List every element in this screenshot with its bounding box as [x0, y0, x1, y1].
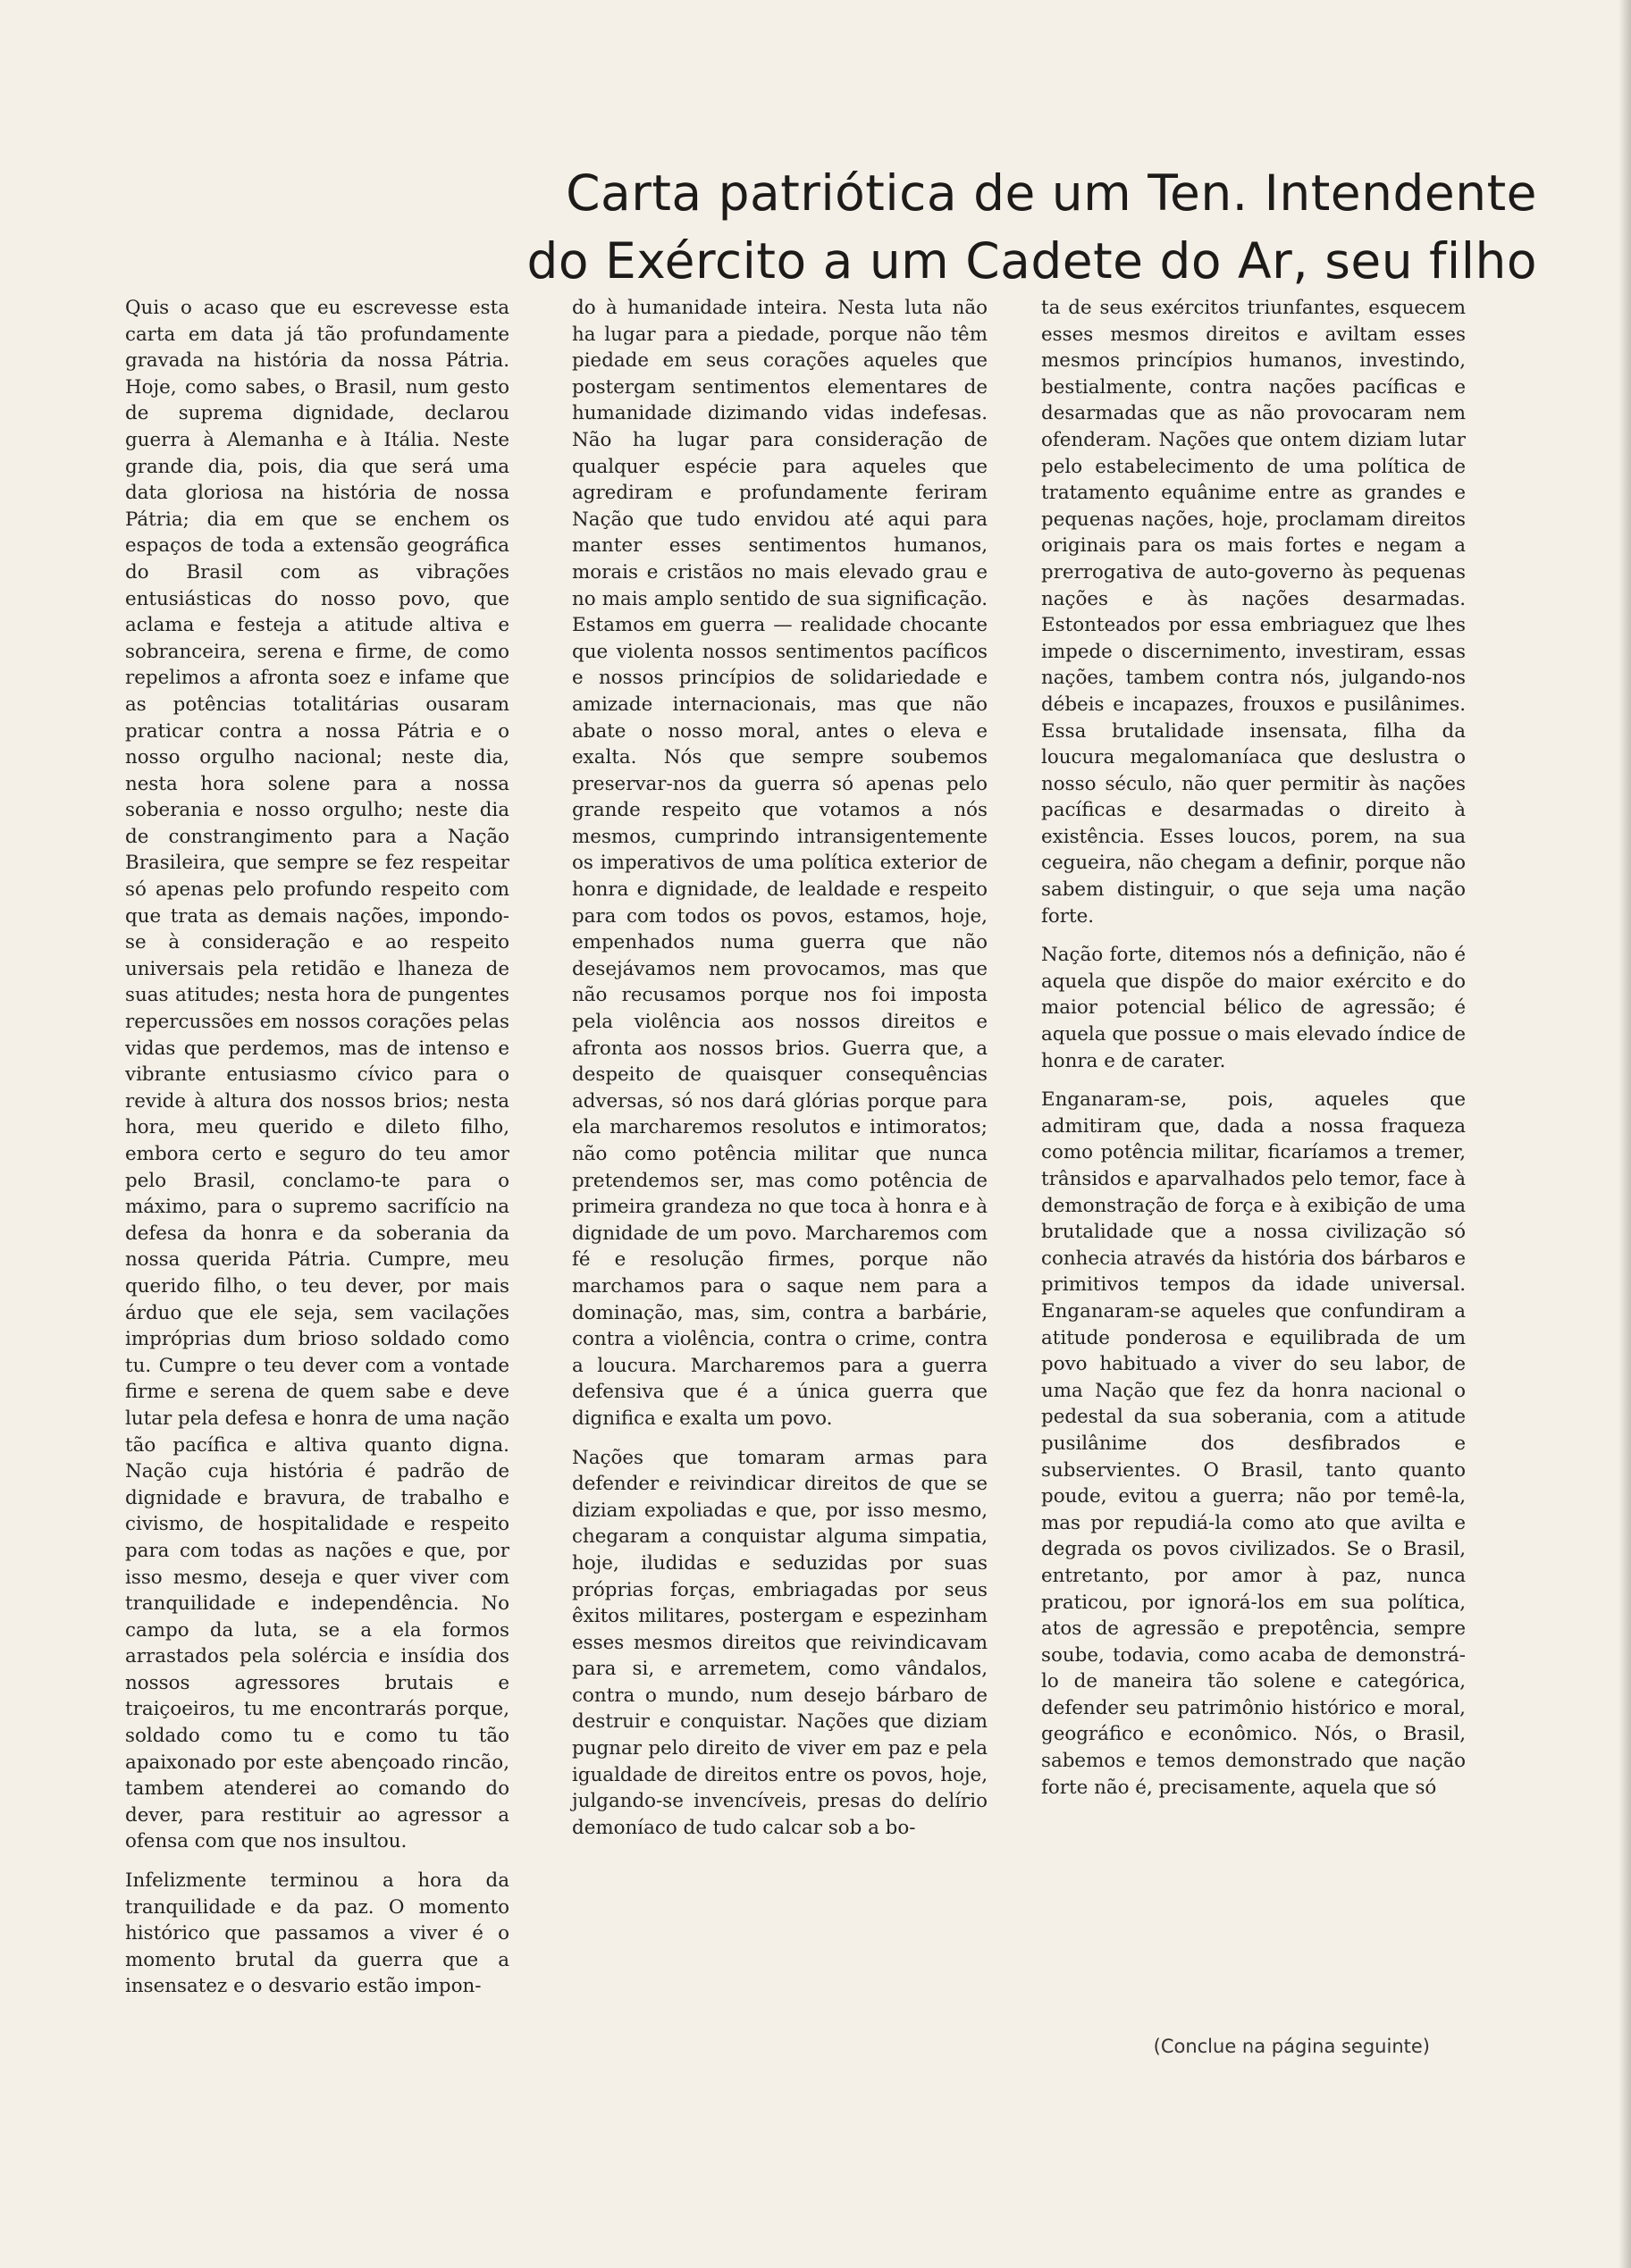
title-line-2: do Exército a um Cadete do Ar, seu filho	[526, 232, 1537, 290]
paragraph: Quis o acaso que eu escrevesse esta carta em data já tão profundamente gravada na história da nossa Pátria. Hoje, como sabes, o Brasil, num gesto de suprema dignidade, declarou guerra à Alemanha e à Itália. Neste grande dia, pois, dia que será uma data gloriosa na história de nossa Pátria; dia em que se enchem os espaços de toda a extensão geográfica do Brasil com as vibrações entusiásticas do nosso povo, que aclama e festeja a atitude altiva e sobranceira, serena e firme, de como repelimos a afronta soez e infame que as potências totalitárias ousaram praticar contra a nossa Pátria e o nosso orgulho nacional; neste dia, nesta hora solene para a nossa soberania e nosso orgulho; neste dia de constrangimento para a Nação Brasileira, que sempre se fez respeitar só apenas pelo profundo respeito com que trata as demais nações, impondo-se à consideração e ao respeito universais pela retidão e lhaneza de suas atitudes; nesta hora de pungentes repercussões em nossos corações pelas vidas que perdemos, mas de intenso e vibrante entusiasmo cívico para o revide à altura dos nossos brios; nesta hora, meu querido e dileto filho, embora certo e seguro do teu amor pelo Brasil, conclamo-te para o máximo, para o supremo sacrifício na defesa da honra e da soberania da nossa querida Pátria. Cumpre, meu querido filho, o teu dever, por mais árduo que ele seja, sem vacilações impróprias dum brioso soldado como tu. Cumpre o teu dever com a vontade firme e serena de quem sabe e deve lutar pela defesa e honra de uma nação tão pacífica e altiva quanto digna. Nação cuja história é padrão de dignidade e bravura, de trabalho e civismo, de hospitalidade e respeito para com todas as nações e que, por isso mesmo, deseja e quer viver com tranquilidade e independência. No campo da luta, se a ela formos arrastados pela solércia e insídia dos nossos agressores brutais e traiçoeiros, tu me encontrarás porque, soldado como tu e como tu tão apaixonado por este abençoado rincão, tambem atenderei ao comando do dever, para restituir ao agressor a ofensa com que nos insultou.	[125, 297, 509, 1853]
column-1	[125, 295, 509, 2000]
title-line-1: Carta patriótica de um Ten. Intendente	[566, 164, 1537, 222]
paragraph: Nação forte, ditemos nós a definição, não é aquela que dispõe do maior exército e do maior potencial bélico de agressão; é aquela que possue o mais elevado índice de honra e de carater.	[1041, 944, 1466, 1072]
paragraph: ta de seus exércitos triunfantes, esquecem esses mesmos direitos e aviltam esses mesmos princípios humanos, investindo, bestialmente, contra nações pacíficas e desarmadas que as não provocaram nem ofenderam. Nações que ontem diziam lutar pelo estabelecimento de uma política de tratamento equânime entre as grandes e pequenas nações, hoje, proclamam direitos originais para os mais fortes e negam a prerrogativa de auto-governo às pequenas nações e às nações desarmadas. Estonteados por essa embriaguez que lhes impede o discernimento, investiram, essas nações, tambem contra nós, julgando-nos débeis e incapazes, frouxos e pusilânimes. Essa brutalidade insensata, filha da loucura megalomaníaca que deslustra o nosso século, não quer permitir às nações pacíficas e desarmadas o direito à existência. Esses loucos, porem, na sua cegueira, não chegam a definir, porque não sabem distinguir, o que seja uma nação forte.	[1041, 297, 1466, 928]
page-edge	[1618, 0, 1631, 2268]
paragraph: Enganaram-se, pois, aqueles que admitiram que, dada a nossa fraqueza como potência militar, ficaríamos a tremer, trânsidos e aparvalhados pelo temor, face à demonstração de força e à exibição de uma brutalidade que a nossa civilização só conhecia através da história dos bárbaros e primitivos tempos da idade universal. Enganaram-se aqueles que confundiram a atitude ponderosa e equilibrada de um povo habituado a viver do seu labor, de uma Nação que fez da honra nacional o pedestal da sua soberania, com a atitude pusilânime dos desfibrados e subservientes. O Brasil, tanto quanto poude, evitou a guerra; não por temê-la, mas por repudiá-la como ato que avilta e degrada os povos civilizados. Se o Brasil, entretanto, por amor à paz, nunca praticou, por ignorá-los em sua política, atos de agressão e prepotência, sempre soube, todavia, como acaba de demonstrá-lo de maneira tão solene e categórica, defender seu patrimônio histórico e moral, geográfico e econômico. Nós, o Brasil, sabemos e temos demonstrado que nação forte não é, precisamente, aquela que só	[1041, 1088, 1466, 1799]
paragraph: Nações que tomaram armas para defender e reivindicar direitos de que se diziam expoliadas e que, por isso mesmo, chegaram a conquistar alguma simpatia, hoje, iludidas e seduzidas por suas próprias forças, embriagadas por seus êxitos militares, postergam e espezinham esses mesmos direitos que reivindicavam para si, e arremetem, como vândalos, contra o mundo, num desejo bárbaro de destruir e conquistar. Nações que diziam pugnar pelo direito de viver em paz e pela igualdade de direitos entre os povos, hoje, julgando-se invencíveis, presas do delírio demoníaco de tudo calcar sob a bo-	[572, 1446, 988, 1839]
continuation-note: (Conclue na página seguinte)	[1153, 2036, 1430, 2057]
paragraph: do à humanidade inteira. Nesta luta não ha lugar para a piedade, porque não têm piedade em seus corações aqueles que postergam sentimentos elementares de humanidade dizimando vidas indefesas. Não ha lugar para consideração de qualquer espécie para aqueles que agrediram e profundamente feriram Nação que tudo envidou até aqui para manter esses sentimentos humanos, morais e cristãos no mais elevado grau e no mais amplo sentido de sua significação. Estamos em guerra — realidade chocante que violenta nossos sentimentos pacíficos e nossos princípios de solidariedade e amizade internacionais, mas que não abate o nosso moral, antes o eleva e exalta. Nós que sempre soubemos preservar-nos da guerra só apenas pelo grande respeito que votamos a nós mesmos, cumprindo intransigentemente os imperativos de uma política exterior de honra e dignidade, de lealdade e respeito para com todos os povos, estamos, hoje, empenhados numa guerra que não desejávamos nem provocamos, mas que não recusamos porque nos foi imposta pela violência aos nossos direitos e afronta aos nossos brios. Guerra que, a despeito de quaisquer consequências adversas, só nos dará glórias porque para ela marcharemos resolutos e intimoratos; não como potência militar que nunca pretendemos ser, mas como potência de primeira grandeza no que toca à honra e à dignidade de um povo. Marcharemos com fé e resolução firmes, porque não marchamos para o saque nem para a dominação, mas, sim, contra a barbárie, contra a violência, contra o crime, contra a loucura. Marcharemos para a guerra defensiva que é a única guerra que dignifica e exalta um povo.	[572, 297, 988, 1430]
paragraph: Infelizmente terminou a hora da tranquilidade e da paz. O momento histórico que passamos a viver é o momento brutal da guerra que a insensatez e o desvario estão impon-	[125, 1869, 509, 1998]
article-title	[429, 159, 1537, 295]
column-2	[572, 295, 988, 1841]
column-3	[1041, 295, 1466, 1801]
